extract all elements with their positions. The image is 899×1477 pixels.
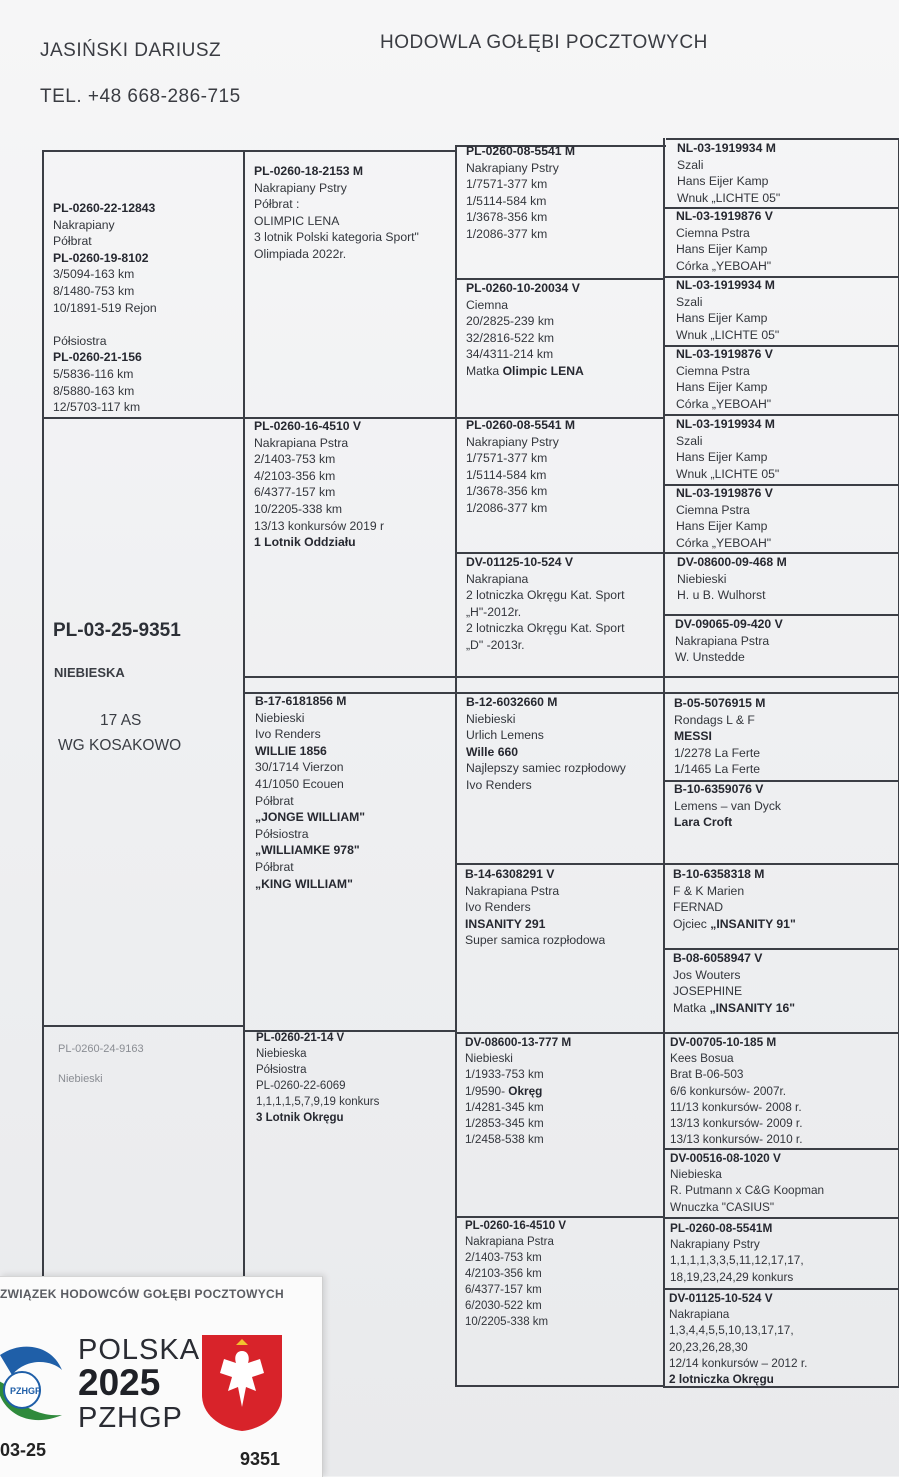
cell-line: Półbrat — [255, 859, 294, 874]
cell-line: Niebieski — [58, 1073, 103, 1085]
cell-line: Półsiostra — [255, 826, 309, 841]
cell-line: NL-03-1919876 V — [676, 486, 773, 500]
cell-line — [53, 316, 157, 333]
cell-line: 1,3,4,4,5,5,10,13,17,17, — [669, 1323, 794, 1338]
cell-line: PL-0260-21-14 V — [256, 1032, 345, 1044]
cell-line: PL-0260-16-4510 V — [465, 1220, 567, 1232]
cell-line: B-05-5076915 M — [674, 696, 766, 710]
cell-line: H. u B. Wulhorst — [677, 588, 766, 603]
cell-line: Półsiostra — [53, 333, 107, 348]
cell-line: Hans Eijer Kamp — [676, 242, 768, 257]
cell-line: Półbrat : — [254, 197, 300, 212]
cell-line: DV-01125-10-524 V — [669, 1291, 773, 1305]
cell-line: 1 Lotnik Oddziału — [254, 535, 356, 550]
cell-line: Jos Wouters — [673, 967, 741, 982]
grandparent-cell — [466, 554, 625, 654]
cell-line: 13/13 konkursów 2019 r — [254, 518, 385, 533]
cell-line: 6/2030-522 km — [465, 1300, 542, 1312]
cell-line: PL-0260-08-5541 M — [466, 418, 576, 432]
cell-line: Niebieski — [465, 1051, 513, 1066]
cell-line: Niebieska — [256, 1048, 307, 1060]
cell-line: 3 lotnik Polski kategoria Sport" — [254, 230, 419, 245]
cell-line: PL-0260-21-156 — [53, 350, 142, 365]
main-location: WG KOSAKOWO — [58, 737, 182, 754]
cell-line: Ciemna Pstra — [676, 502, 750, 517]
cell-line: Córka „YEBOAH" — [676, 535, 772, 550]
cell-line: 8/5880-163 km — [53, 383, 135, 398]
cell-line: „JONGE WILLIAM" — [255, 810, 366, 825]
cell-line: DV-08600-09-468 M — [677, 555, 787, 569]
cell-line: 2 lotniczka Okręgu Kat. Sport — [466, 588, 625, 603]
cell-line: 1/2853-345 km — [465, 1116, 544, 1131]
cell-line: PL-0260-08-5541 M — [466, 144, 576, 158]
cell-line: PL-0260-24-9163 — [58, 1043, 144, 1055]
cell-line: 2 lotniczka Okręgu Kat. Sport — [466, 621, 625, 636]
grandparent-cell — [465, 866, 605, 949]
great-grandparent-cell — [675, 616, 783, 666]
cell-line: 6/4377-157 km — [254, 485, 336, 500]
grandparent-cell — [466, 143, 575, 243]
cell-line: Kees Bosua — [670, 1051, 734, 1066]
cell-line: 10/1891-519 Rejon — [53, 300, 157, 315]
cell-line: 1,1,1,1,5,7,9,19 konkurs — [256, 1096, 380, 1108]
cell-line: B-17-6181856 M — [255, 694, 347, 708]
cell-line: Matka „INSANITY 16" — [673, 1000, 796, 1015]
cell-line: 1/3678-356 km — [466, 210, 548, 225]
cell-line: Hans Eijer Kamp — [677, 174, 769, 189]
cell-line: Nakrapiany Pstry — [254, 180, 347, 195]
breeder-name: JASIŃSKI DARIUSZ — [40, 40, 222, 61]
cell-line: 3 Lotnik Okręgu — [256, 1112, 344, 1124]
sticker-ring-number: 9351 — [240, 1449, 281, 1469]
cell-line: PL-0260-10-20034 V — [466, 281, 580, 295]
cell-line: FERNAD — [673, 900, 724, 915]
cell-line: PL-0260-18-2153 M — [254, 164, 364, 178]
cell-line: Córka „YEBOAH" — [676, 258, 772, 273]
cell-line: Ivo Renders — [255, 727, 321, 742]
sticker-country: POLSKA — [78, 1334, 201, 1366]
grandparent-cell — [466, 417, 575, 517]
cell-line: Ivo Renders — [466, 777, 532, 792]
cell-line: NL-03-1919934 M — [676, 278, 775, 292]
parent-cell — [254, 163, 419, 263]
cell-line: 13/13 konkursów- 2010 r. — [670, 1132, 803, 1147]
cell-line: Lara Croft — [674, 815, 733, 830]
cell-line: 5/5836-116 km — [53, 366, 134, 381]
great-grandparent-cell — [673, 950, 795, 1016]
cell-line: B-10-6359076 V — [674, 782, 764, 796]
cell-line: Hans Eijer Kamp — [676, 380, 768, 395]
cell-line: 20/2825-239 km — [466, 314, 555, 329]
cell-line: 1/5114-584 km — [466, 467, 547, 482]
cell-line: NL-03-1919876 V — [676, 209, 773, 223]
cell-line: 1/2458-538 km — [465, 1132, 544, 1147]
sibling-cell — [53, 200, 157, 416]
cell-line: R. Putmann x C&G Koopman — [670, 1183, 825, 1198]
cell-line-emphasis: Olimpic LENA — [502, 363, 584, 378]
cell-line: Urlich Lemens — [466, 728, 544, 743]
cell-line: Wnuczka "CASIUS" — [670, 1199, 775, 1214]
cell-line: Szali — [676, 294, 703, 309]
logo-text: PZHGP — [10, 1386, 42, 1396]
cell-line: Niebieski — [466, 711, 516, 726]
cell-line: PL-0260-19-8102 — [53, 250, 149, 265]
cell-line: 3/5094-163 km — [53, 267, 135, 282]
cell-line: W. Unstedde — [675, 650, 745, 665]
cell-line: Nakrapiana Pstra — [254, 435, 349, 450]
cell-line: JOSEPHINE — [673, 984, 743, 999]
cell-line: DV-00516-08-1020 V — [670, 1151, 781, 1165]
cell-line: Szali — [677, 157, 704, 172]
cell-line: 30/1714 Vierzon — [255, 760, 344, 775]
cell-line: Nakrapiana Pstra — [465, 883, 560, 898]
sibling-cell-faded — [58, 1042, 144, 1087]
cell-line: 1/1933-753 km — [465, 1067, 544, 1082]
cell-line: Nakrapiany Pstry — [466, 160, 559, 175]
cell-line: PL-0260-16-4510 V — [254, 419, 362, 433]
pzhgp-logo-icon — [0, 1335, 67, 1430]
cell-line: Hans Eijer Kamp — [676, 519, 768, 534]
cell-line: Niebieska — [670, 1167, 722, 1182]
cell-line: Wnuk „LICHTE 05" — [677, 190, 781, 205]
great-grandparent-cell — [673, 866, 796, 932]
great-grandparent-cell — [670, 1220, 804, 1285]
grandparent-cell — [466, 280, 584, 380]
breeder-phone: TEL. +48 668-286-715 — [40, 86, 241, 107]
cell-line: 1,1,1,1,3,3,5,11,12,17,17, — [670, 1253, 804, 1268]
cell-line — [58, 1057, 144, 1072]
cell-line-emphasis: „INSANITY 91" — [710, 916, 796, 931]
great-grandparent-cell — [676, 346, 773, 412]
main-as-label: 17 AS — [100, 712, 142, 729]
cell-line: 8/1480-753 km — [53, 283, 135, 298]
cell-line: 1/7571-377 km — [466, 451, 548, 466]
cell-line: 18,19,23,24,29 konkurs — [670, 1269, 794, 1284]
cell-line: 32/2816-522 km — [466, 330, 555, 345]
great-grandparent-cell — [677, 140, 780, 206]
cell-line: Wnuk „LICHTE 05" — [676, 327, 780, 342]
grandparent-cell — [466, 694, 626, 794]
main-ring-number: PL-03-25-9351 — [53, 620, 181, 641]
cell-line: Nakrapiana Pstra — [465, 1236, 554, 1248]
great-grandparent-cell — [669, 1290, 807, 1387]
cell-line: Super samica rozpłodowa — [465, 933, 606, 948]
cell-line: „WILLIAMKE 978" — [255, 843, 360, 858]
cell-line: „H"-2012r. — [466, 604, 522, 619]
main-color: NIEBIESKA — [54, 665, 125, 680]
sticker-union-name: ZWIĄZEK HODOWCÓW GOŁĘBI POCZTOWYCH — [0, 1287, 284, 1301]
cell-line: Niebieski — [255, 710, 305, 725]
great-grandparent-cell — [677, 554, 787, 604]
cell-line-emphasis: „INSANITY 16" — [709, 1000, 796, 1015]
cell-line: 10/2205-338 km — [254, 501, 343, 516]
great-grandparent-cell — [676, 485, 773, 551]
cell-line: Niebieski — [677, 571, 727, 586]
cell-line: Ciemna — [466, 297, 508, 312]
cell-line: 1/9590- Okręg — [465, 1083, 543, 1098]
cell-line: Lemens – van Dyck — [674, 798, 782, 813]
cell-line: INSANITY 291 — [465, 916, 546, 931]
great-grandparent-cell — [674, 781, 781, 831]
cell-line: Matka Olimpic LENA — [466, 363, 584, 378]
grandparent-cell — [465, 1034, 571, 1147]
cell-line: 1/5114-584 km — [466, 193, 547, 208]
cell-line: 2 lotniczka Okręgu — [669, 1372, 774, 1387]
cell-line: Półbrat — [255, 793, 294, 808]
great-grandparent-cell — [670, 1034, 802, 1147]
cell-line-emphasis: Okręg — [508, 1083, 543, 1098]
cell-line: Półsiostra — [256, 1064, 307, 1076]
cell-line: DV-01125-10-524 V — [466, 555, 574, 569]
parent-cell — [254, 418, 384, 551]
parent-cell — [255, 693, 365, 892]
cell-line: Nakrapiany Pstry — [670, 1237, 760, 1252]
sticker-ring-prefix: 03-25 — [0, 1440, 47, 1460]
cell-line: Hans Eijer Kamp — [676, 311, 768, 326]
polish-eagle-shield-icon — [200, 1333, 284, 1433]
great-grandparent-cell — [670, 1150, 824, 1215]
great-grandparent-cell — [676, 277, 779, 343]
cell-line: „KING WILLIAM" — [255, 876, 353, 891]
cell-line: Wille 660 — [466, 744, 519, 759]
cell-line: Wnuk „LICHTE 05" — [676, 466, 780, 481]
sticker-year: 2025 — [78, 1362, 161, 1403]
cell-line: 1/2278 La Ferte — [674, 745, 761, 760]
cell-line: Nakrapiana Pstra — [675, 633, 770, 648]
cell-line: Hans Eijer Kamp — [676, 450, 768, 465]
cell-line: Rondags L & F — [674, 712, 755, 727]
cell-line: Brat B-06-503 — [670, 1067, 744, 1082]
cell-line: 20,23,26,28,30 — [669, 1339, 748, 1354]
cell-line: NL-03-1919934 M — [676, 417, 775, 431]
cell-line: Ciemna Pstra — [676, 225, 750, 240]
cell-line: DV-09065-09-420 V — [675, 617, 783, 631]
cell-line: 6/6 konkursów- 2007r. — [670, 1083, 787, 1098]
cell-line: Nakrapiana — [466, 571, 529, 586]
cell-line: 2/1403-753 km — [254, 452, 336, 467]
cell-line: Półbrat — [53, 234, 92, 249]
cell-line: 11/13 konkursów- 2008 r. — [670, 1099, 802, 1114]
cell-line: PL-0260-22-12843 — [53, 201, 156, 215]
great-grandparent-cell — [676, 208, 773, 274]
cell-line: „D" -2013r. — [466, 637, 525, 652]
cell-line: 4/2103-356 km — [465, 1268, 542, 1280]
cell-line: MESSI — [674, 729, 712, 744]
cell-line: 1/2086-377 km — [466, 500, 548, 515]
cell-line: DV-00705-10-185 M — [670, 1035, 777, 1049]
cell-line: Nakrapiany — [53, 217, 115, 232]
parent-cell — [256, 1030, 379, 1126]
great-grandparent-cell — [676, 416, 779, 482]
cell-line: 12/14 konkursów – 2012 r. — [669, 1355, 808, 1370]
cell-line: B-12-6032660 M — [466, 695, 558, 709]
document-title: HODOWLA GOŁĘBI POCZTOWYCH — [380, 32, 708, 53]
cell-line: WILLIE 1856 — [255, 743, 327, 758]
cell-line: PL-0260-08-5541M — [670, 1221, 773, 1235]
cell-line: 1/7571-377 km — [466, 177, 548, 192]
sticker-org: PZHGP — [78, 1402, 183, 1434]
cell-line: 41/1050 Ecouen — [255, 776, 344, 791]
cell-line: 12/5703-117 km — [53, 400, 141, 415]
cell-line: 1/2086-377 km — [466, 226, 548, 241]
cell-line: Córka „YEBOAH" — [676, 396, 772, 411]
cell-line: B-08-6058947 V — [673, 951, 763, 965]
cell-line: 34/4311-214 km — [466, 347, 554, 362]
cell-line: 2/1403-753 km — [465, 1252, 542, 1264]
cell-line: B-10-6358318 M — [673, 867, 765, 881]
cell-line: NL-03-1919876 V — [676, 347, 773, 361]
cell-line: F & K Marien — [673, 883, 745, 898]
grandparent-cell — [465, 1218, 566, 1330]
cell-line: 13/13 konkursów- 2009 r. — [670, 1116, 803, 1131]
cell-line: 10/2205-338 km — [465, 1316, 549, 1328]
cell-line: Szali — [676, 433, 703, 448]
cell-line: 1/4281-345 km — [465, 1099, 544, 1114]
cell-line: Nakrapiana — [669, 1307, 730, 1322]
cell-line: B-14-6308291 V — [465, 867, 555, 881]
cell-line: Olimpiada 2022r. — [254, 246, 347, 261]
cell-line: Ojciec „INSANITY 91" — [673, 916, 796, 931]
cell-line: Ivo Renders — [465, 900, 531, 915]
cell-line: PL-0260-22-6069 — [256, 1080, 346, 1092]
cell-line: OLIMPIC LENA — [254, 213, 340, 228]
cell-line: Ciemna Pstra — [676, 363, 750, 378]
cell-line: Nakrapiany Pstry — [466, 434, 559, 449]
great-grandparent-cell — [674, 695, 765, 778]
cell-line: NL-03-1919934 M — [677, 141, 776, 155]
cell-line: 6/4377-157 km — [465, 1284, 542, 1296]
cell-line: 4/2103-356 km — [254, 468, 336, 483]
cell-line: 1/3678-356 km — [466, 484, 548, 499]
cell-line: 1/1465 La Ferte — [674, 762, 761, 777]
cell-line: DV-08600-13-777 M — [465, 1035, 572, 1049]
cell-line: Najlepszy samiec rozpłodowy — [466, 761, 626, 776]
